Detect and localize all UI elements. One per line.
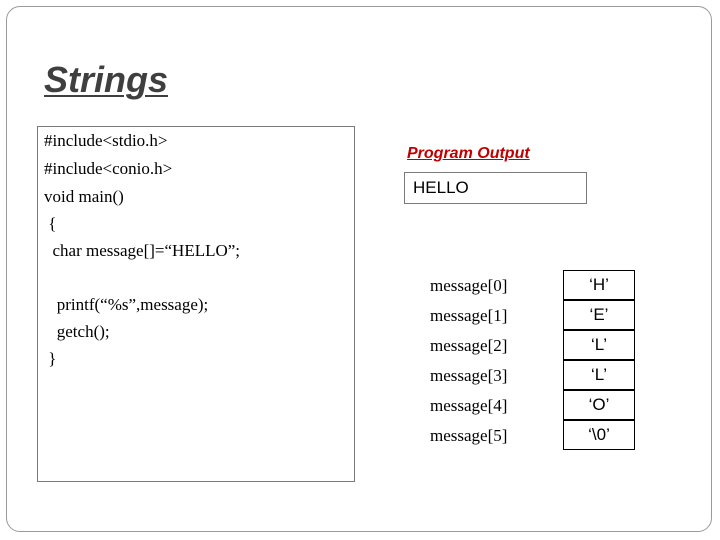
array-index-label: message[2] <box>430 336 508 355</box>
array-index-label: message[3] <box>430 366 508 385</box>
code-line: char message[]=“HELLO”; <box>44 241 241 260</box>
code-line: #include<conio.h> <box>44 159 173 178</box>
program-output-box <box>404 172 587 204</box>
program-output-text: HELLO <box>413 178 469 197</box>
array-index-label: message[5] <box>430 426 508 445</box>
code-line: printf(“%s”,message); <box>44 295 209 314</box>
code-line: #include<stdio.h> <box>44 131 168 150</box>
array-index-label: message[4] <box>430 396 508 415</box>
array-cell: ‘E’ <box>563 300 635 330</box>
array-index-label: message[1] <box>430 306 508 325</box>
code-box <box>37 126 355 482</box>
array-index-label: message[0] <box>430 276 508 295</box>
array-cell: ‘L’ <box>563 330 635 360</box>
code-line: { <box>44 214 57 233</box>
array-cell: ‘O’ <box>563 390 635 420</box>
array-cell: ‘L’ <box>563 360 635 390</box>
program-output-heading: Program Output <box>407 145 530 162</box>
slide-title: Strings <box>44 59 169 100</box>
array-cell: ‘H’ <box>563 270 635 300</box>
code-line: } <box>44 349 57 368</box>
code-line: getch(); <box>44 322 110 341</box>
code-line: void main() <box>44 187 124 206</box>
array-cell: ‘\0’ <box>563 420 635 450</box>
